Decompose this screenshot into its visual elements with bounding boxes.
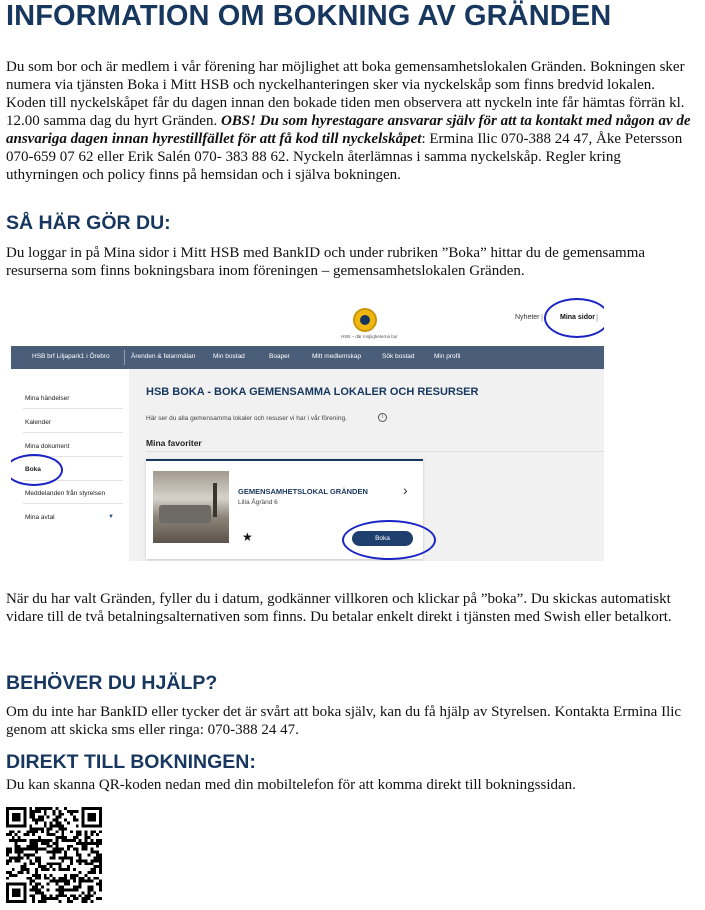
nav-item-membership[interactable]: Mitt medlemskap <box>312 353 362 360</box>
obs-notice: OBS! Du som hyrestagare ansvarar själv för att ta kontakt med någon av de ansvariga dagen innan hyrestillfället för att få kod till nyckelskåpet <box>6 113 691 147</box>
page-title: INFORMATION OM BOKNING AV GRÄNDEN <box>6 0 612 32</box>
lamp-shape <box>213 483 217 517</box>
nav-item-search-home[interactable]: Sök bostad <box>382 353 415 360</box>
news-link[interactable]: Nyheter <box>515 314 540 321</box>
nav-item-association[interactable]: HSB brf Liljapark1 i Örebro <box>32 353 110 360</box>
how-to-heading: SÅ HÄR GÖR DU: <box>6 212 171 234</box>
info-icon[interactable]: i <box>378 413 387 422</box>
resource-title[interactable]: GEMENSAMHETSLOKAL GRÄNDEN <box>238 487 368 496</box>
sidebar-divider <box>23 503 123 504</box>
sidebar <box>11 369 129 561</box>
sofa-shape <box>159 505 211 523</box>
top-separator: | <box>596 313 599 322</box>
sidebar-divider <box>23 432 123 433</box>
my-pages-link[interactable]: Mina sidor <box>560 314 596 321</box>
help-heading: BEHÖVER DU HJÄLP? <box>6 672 218 694</box>
top-separator: | <box>541 313 544 322</box>
main-nav <box>11 346 604 369</box>
chevron-right-icon[interactable]: › <box>403 482 408 498</box>
sidebar-item-agreements[interactable]: Mina avtal <box>25 514 55 521</box>
sidebar-item-events[interactable]: Mina händelser <box>25 395 70 402</box>
highlight-circle-boka <box>11 454 63 486</box>
nav-item-boaper[interactable]: Boaper <box>269 353 290 360</box>
chevron-down-icon[interactable]: ▼ <box>108 514 114 520</box>
intro-text-2: : Ermina Ilic 070-388 24 47, Åke Petersson 070-659 07 62 eller Erik Salén 070- 383 88 62. Nyckeln återlämnas i samma nyckelskåp. Regler kring uthyrningen och policy finns på hemsidan och i själva bokningen. <box>6 131 683 183</box>
after-select-text: När du har valt Gränden, fyller du i datum, godkänner villkoren och klickar på ”boka”. Du skickas automatiskt vidare till de två betalningsalternativen som finns. Du betalar enkelt direkt i tjänsten med Swish eller betalkort. <box>6 591 672 625</box>
sidebar-item-documents[interactable]: Mina dokument <box>25 443 70 450</box>
room-photo <box>153 471 229 543</box>
favorites-divider <box>146 451 604 452</box>
hsb-logo-icon <box>353 308 377 332</box>
sidebar-item-boka[interactable]: Boka <box>25 466 41 473</box>
logo-tagline: HSB – där möjligheterna bor <box>341 334 398 339</box>
nav-item-my-home[interactable]: Min bostad <box>213 353 245 360</box>
site-header <box>11 298 604 346</box>
star-icon[interactable]: ★ <box>242 530 253 544</box>
booking-screenshot <box>11 298 604 561</box>
how-to-text: Du loggar in på Mina sidor i Mitt HSB med BankID och under rubriken ”Boka” hittar du de gemensamma resurserna som finns bokningsbara inom föreningen – gemensamhetslokalen Gränden. <box>6 245 646 279</box>
sidebar-divider <box>23 408 123 409</box>
intro-paragraph <box>6 58 696 184</box>
nav-divider <box>124 350 125 365</box>
nav-item-issues[interactable]: Ärenden & felanmälan <box>131 353 196 360</box>
direct-text: Du kan skanna QR-koden nedan med din mobiltelefon för att komma direkt till bokningssidan. <box>6 777 576 793</box>
qr-code-icon[interactable] <box>6 807 102 903</box>
sidebar-item-board-messages[interactable]: Meddelanden från styrelsen <box>25 490 106 497</box>
booking-main-subtitle: Här ser du alla gemensamma lokaler och resuser vi har i vår förening. <box>146 415 347 422</box>
resource-address: Lilla Ågränd 6 <box>238 499 278 506</box>
help-text: Om du inte har BankID eller tycker det är svårt att boka själv, kan du få hjälp av Styrelsen. Kontakta Ermina Ilic genom att skicka sms eller ringa: 070-388 24 47. <box>6 704 682 738</box>
nav-item-profile[interactable]: Min profil <box>434 353 461 360</box>
direct-heading: DIREKT TILL BOKNINGEN: <box>6 751 256 773</box>
sidebar-item-calendar[interactable]: Kalender <box>25 419 52 426</box>
highlight-circle-boka-button <box>342 520 436 560</box>
resource-card[interactable] <box>146 459 423 559</box>
highlight-circle-my-pages <box>544 298 604 338</box>
booking-main-title: HSB BOKA - BOKA GEMENSAMMA LOKALER OCH RESURSER <box>146 386 479 398</box>
favorites-heading: Mina favoriter <box>146 438 202 448</box>
boka-button[interactable]: Boka <box>352 531 413 546</box>
intro-text-1: Du som bor och är medlem i vår förening har möjlighet att boka gemensamhetslokalen Gränden. Bokningen sker numera via tjänsten Boka i Mitt HSB och nyckelhanteringen sker via nyckelskåp som finns bredvid lokalen. Koden till nyckelskåpet får du dagen innan den bokade tiden men observera att nyckeln inte får hämtas förrän kl. 12.00 samma dag du hyrt Gränden. <box>6 59 685 129</box>
